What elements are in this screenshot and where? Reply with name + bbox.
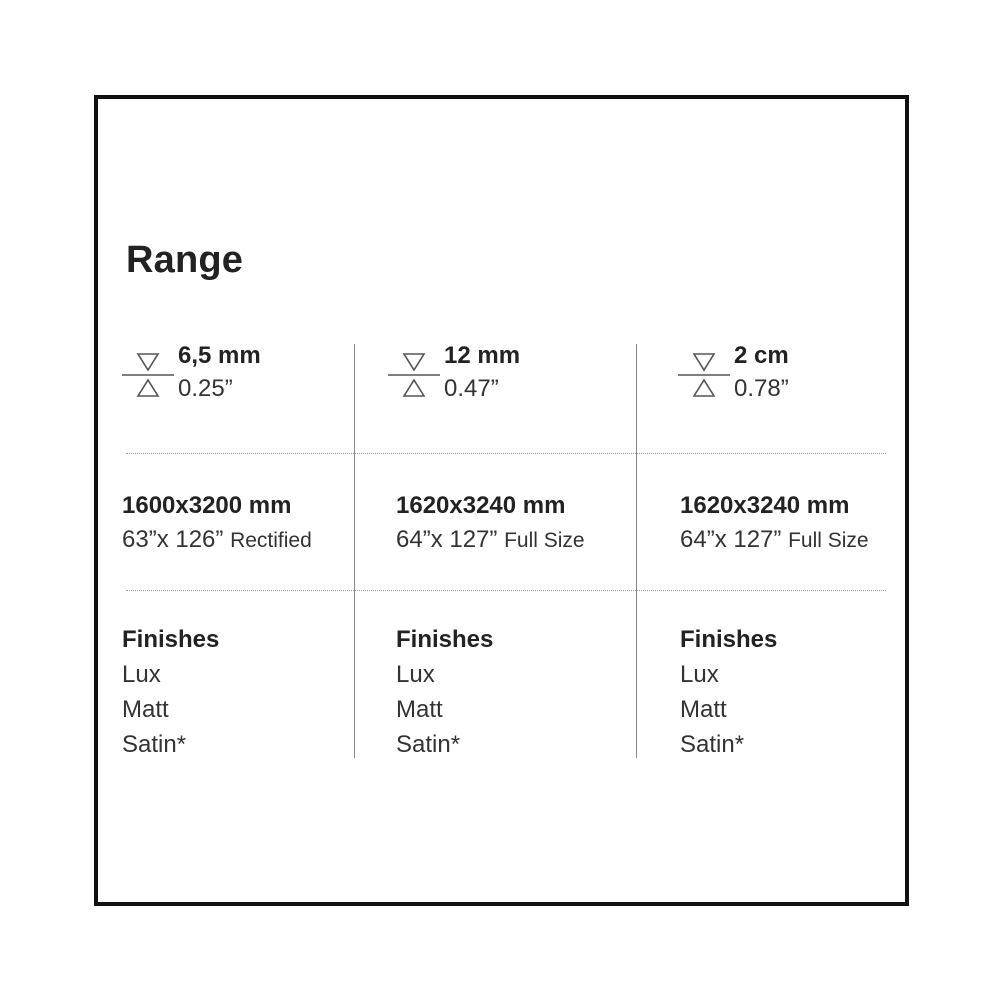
size-value: 1620x3240 mm: [396, 492, 566, 519]
finish-item: Satin*: [396, 731, 461, 758]
page-title: Range: [126, 239, 244, 281]
range-column-1: [122, 99, 372, 902]
thickness-triangles-icon: [122, 350, 174, 400]
thickness-block: [388, 342, 638, 406]
thickness-triangles-icon: [678, 350, 730, 400]
thickness-inches: 0.78”: [734, 375, 789, 402]
finishes-block: [122, 623, 372, 762]
finish-item: Satin*: [122, 731, 187, 758]
finish-item: Matt: [680, 696, 727, 723]
finish-item: Matt: [122, 696, 169, 723]
finish-item: Lux: [122, 661, 161, 688]
thickness-inches: 0.47”: [444, 375, 499, 402]
finish-item: Satin*: [680, 731, 745, 758]
size-value: 1600x3200 mm: [122, 492, 292, 519]
range-column-3: [680, 99, 930, 902]
finishes-block: [396, 623, 646, 762]
thickness-inches: 0.25”: [178, 375, 233, 402]
size-value: 1620x3240 mm: [680, 492, 850, 519]
size-inches-line: [396, 525, 666, 556]
size-inches-line: [122, 525, 392, 556]
finishes-title: Finishes: [122, 626, 220, 653]
finishes-title: Finishes: [680, 626, 778, 653]
size-inches-line: [680, 525, 950, 556]
size-block: [122, 491, 392, 556]
size-note: Rectified: [230, 529, 312, 552]
size-inches: 64”x 127”: [396, 526, 498, 553]
size-block: [396, 491, 666, 556]
thickness-block: [678, 342, 928, 406]
thickness-value: 12 mm: [444, 342, 521, 369]
range-column-2: [396, 99, 646, 902]
size-block: [680, 491, 950, 556]
thickness-value: 2 cm: [734, 342, 789, 369]
range-panel: [94, 95, 909, 906]
thickness-value: 6,5 mm: [178, 342, 261, 369]
size-note: Full Size: [788, 529, 869, 552]
thickness-triangles-icon: [388, 350, 440, 400]
finishes-block: [680, 623, 930, 762]
thickness-block: [122, 342, 372, 406]
size-inches: 64”x 127”: [680, 526, 782, 553]
size-inches: 63”x 126”: [122, 526, 224, 553]
finishes-title: Finishes: [396, 626, 494, 653]
finish-item: Matt: [396, 696, 443, 723]
size-note: Full Size: [504, 529, 585, 552]
finish-item: Lux: [680, 661, 719, 688]
finish-item: Lux: [396, 661, 435, 688]
